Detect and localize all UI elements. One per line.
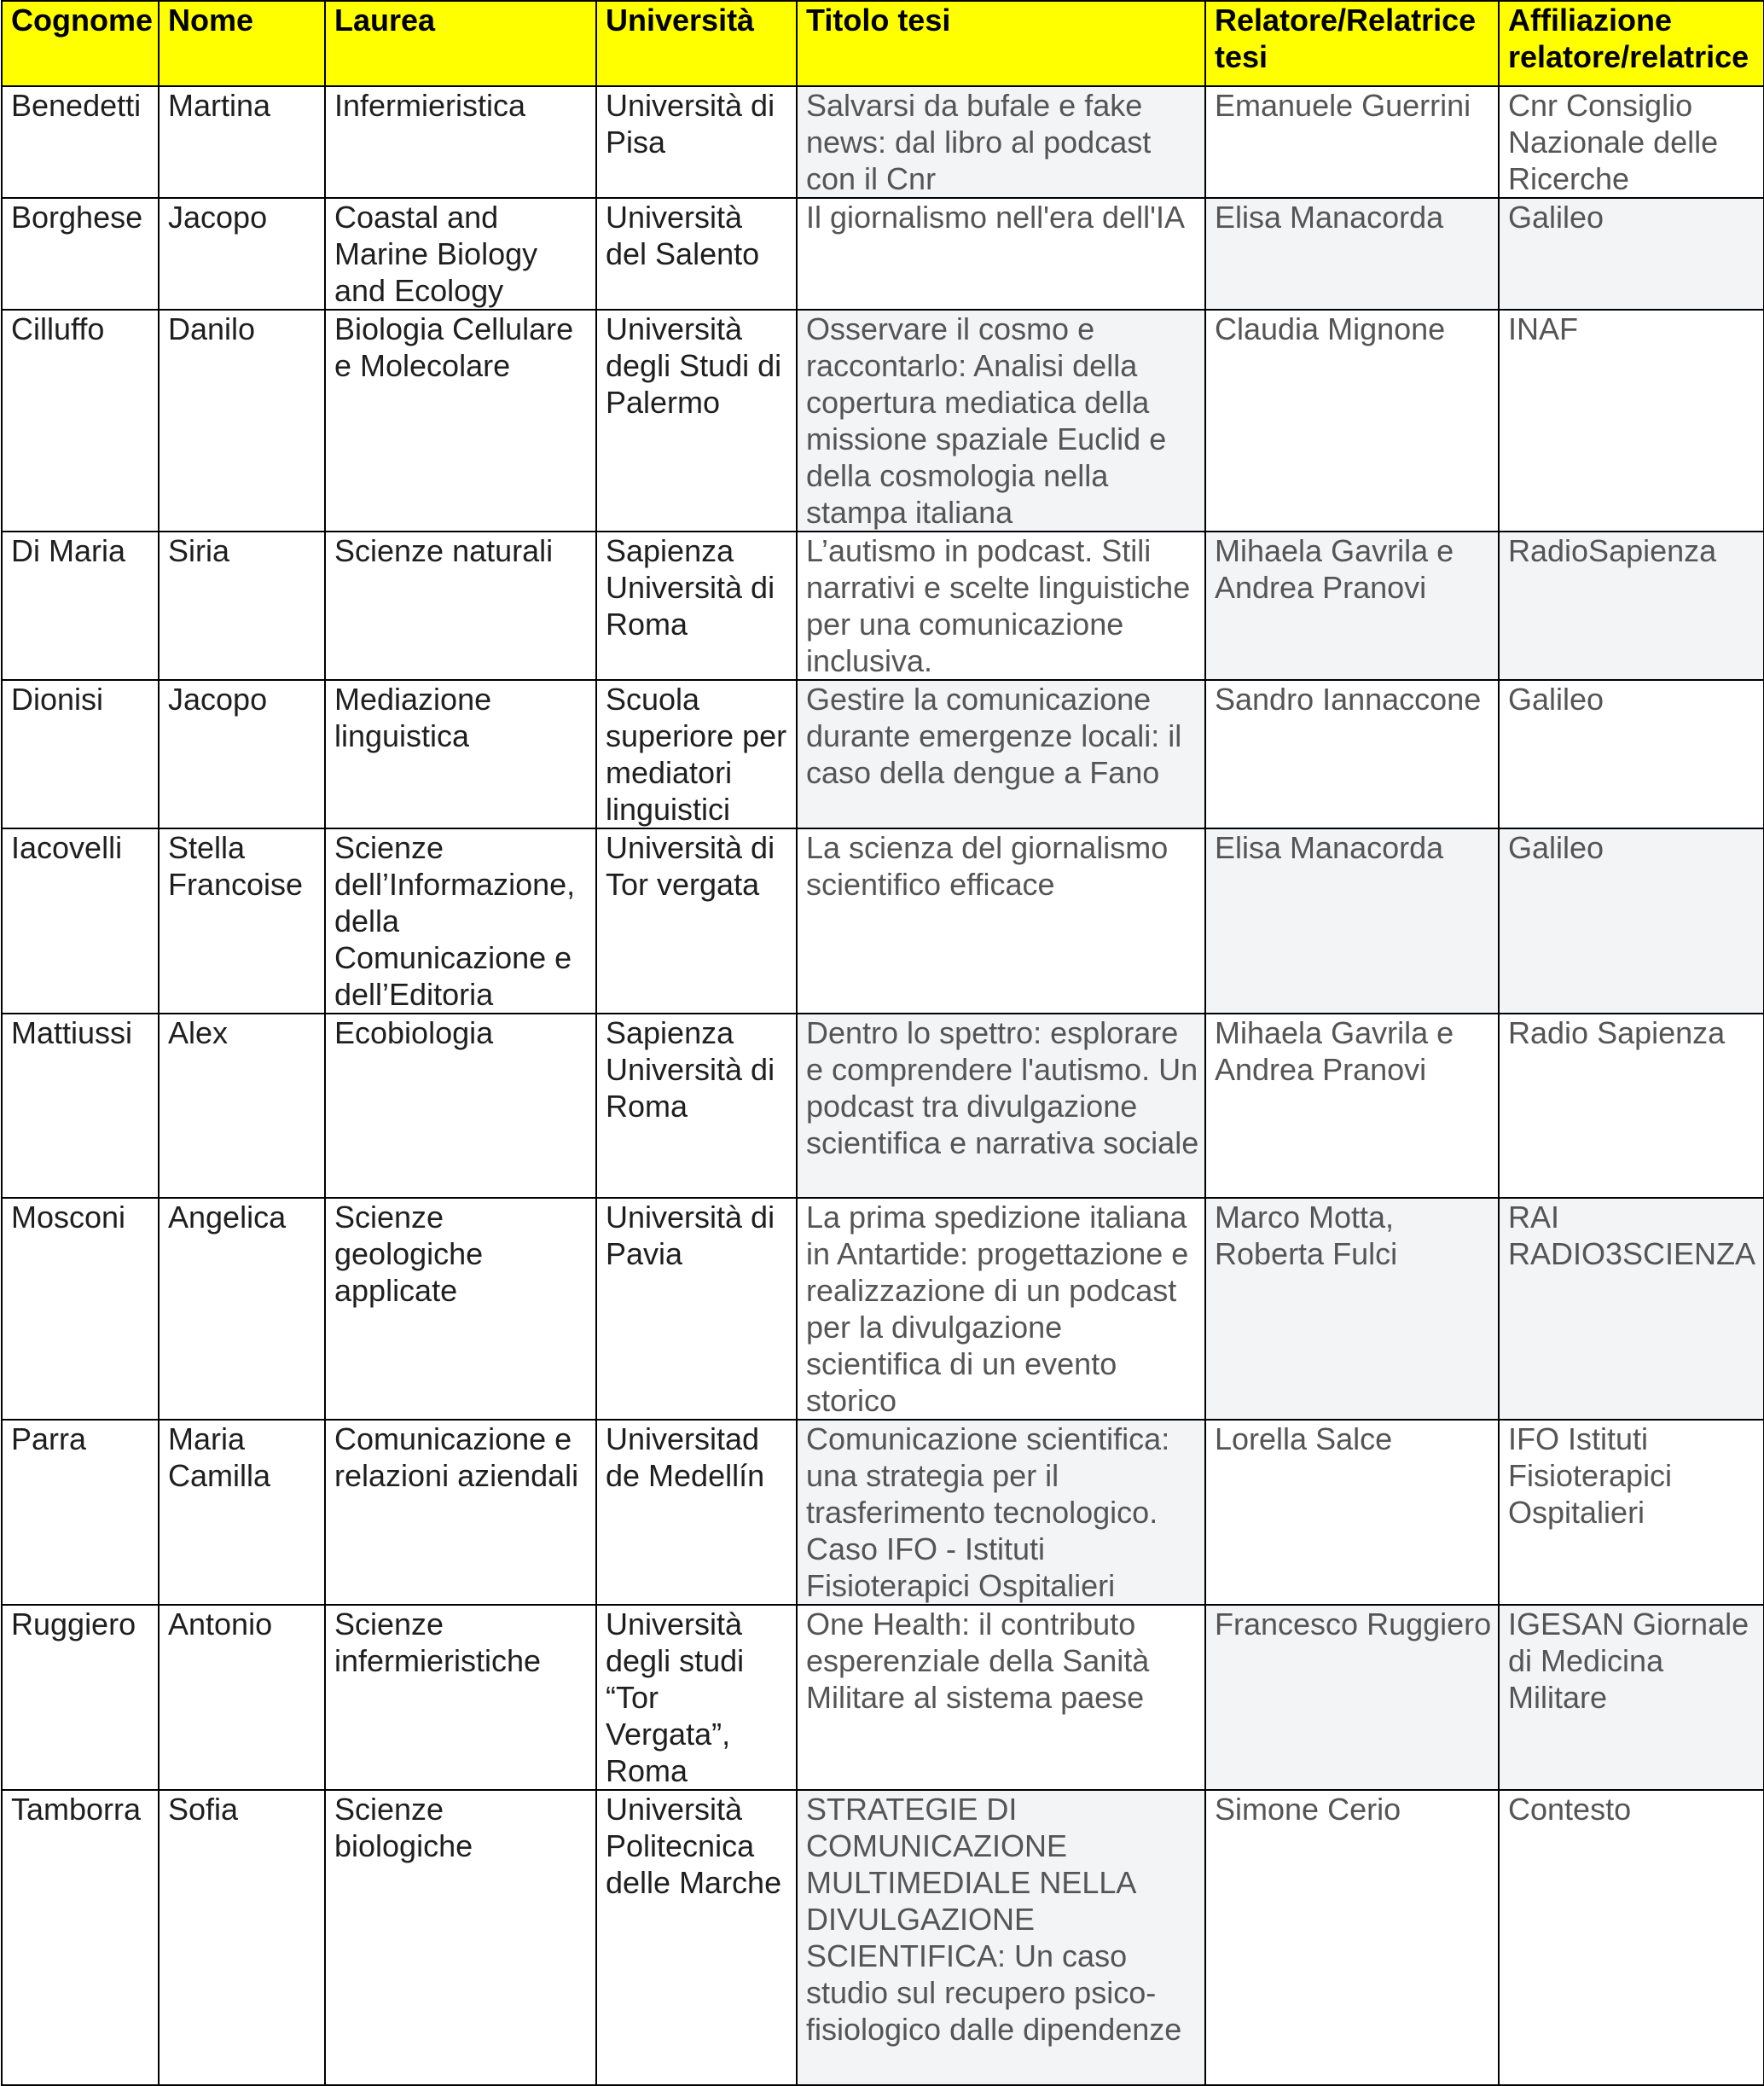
cell-titolo: One Health: il contributo esperenziale della Sanità Militare al sistema paese: [797, 1605, 1205, 1790]
cell-laurea: Scienze infermieristiche: [325, 1605, 596, 1790]
cell-affiliazione: Galileo: [1499, 828, 1764, 1014]
cell-titolo: STRATEGIE DI COMUNICAZIONE MULTIMEDIALE NELLA DIVULGAZIONE SCIENTIFICA: Un caso studio sul recupero psico-fisiologico dalle dipendenze: [797, 1790, 1205, 2085]
cell-laurea: Ecobiologia: [325, 1014, 596, 1198]
cell-titolo: Il giornalismo nell'era dell'IA: [797, 198, 1205, 310]
header-laurea: Laurea: [325, 1, 596, 86]
cell-universita: Universitad de Medellín: [596, 1420, 797, 1605]
header-universita: Università: [596, 1, 797, 86]
cell-nome: Jacopo: [159, 198, 325, 310]
header-nome: Nome: [159, 1, 325, 86]
cell-relatore: Francesco Ruggiero: [1205, 1605, 1499, 1790]
header-relatore: Relatore/Relatrice tesi: [1205, 1, 1499, 86]
cell-relatore: Lorella Salce: [1205, 1420, 1499, 1605]
cell-laurea: Biologia Cellulare e Molecolare: [325, 310, 596, 532]
cell-nome: Siria: [159, 532, 325, 680]
cell-cognome: Di Maria: [2, 532, 159, 680]
cell-affiliazione: Radio Sapienza: [1499, 1014, 1764, 1198]
cell-universita: Scuola superiore per mediatori linguistici: [596, 680, 797, 828]
cell-relatore: Simone Cerio: [1205, 1790, 1499, 2085]
cell-laurea: Coastal and Marine Biology and Ecology: [325, 198, 596, 310]
cell-cognome: Parra: [2, 1420, 159, 1605]
cell-cognome: Benedetti: [2, 86, 159, 198]
cell-nome: Sofia: [159, 1790, 325, 2085]
cell-laurea: Scienze biologiche: [325, 1790, 596, 2085]
cell-nome: Danilo: [159, 310, 325, 532]
cell-laurea: Comunicazione e relazioni aziendali: [325, 1420, 596, 1605]
table-row: [2, 86, 1764, 198]
cell-universita: Università del Salento: [596, 198, 797, 310]
cell-cognome: Dionisi: [2, 680, 159, 828]
cell-titolo: La prima spedizione italiana in Antartide: progettazione e realizzazione di un podcast per la divulgazione scientifica di un evento storico: [797, 1198, 1205, 1420]
thesis-table: [1, 0, 1764, 2086]
header-row: [2, 1, 1764, 86]
table-row: [2, 1014, 1764, 1198]
cell-affiliazione: Cnr Consiglio Nazionale delle Ricerche: [1499, 86, 1764, 198]
cell-titolo: Dentro lo spettro: esplorare e comprendere l'autismo. Un podcast tra divulgazione scientifica e narrativa sociale: [797, 1014, 1205, 1198]
cell-nome: Stella Francoise: [159, 828, 325, 1014]
cell-affiliazione: IFO Istituti Fisioterapici Ospitalieri: [1499, 1420, 1764, 1605]
cell-universita: Università di Pisa: [596, 86, 797, 198]
cell-cognome: Mosconi: [2, 1198, 159, 1420]
table-row: [2, 532, 1764, 680]
cell-relatore: Mihaela Gavrila e Andrea Pranovi: [1205, 532, 1499, 680]
cell-universita: Sapienza Università di Roma: [596, 532, 797, 680]
cell-affiliazione: RadioSapienza: [1499, 532, 1764, 680]
cell-affiliazione: Galileo: [1499, 680, 1764, 828]
cell-relatore: Emanuele Guerrini: [1205, 86, 1499, 198]
header-titolo-tesi: Titolo tesi: [797, 1, 1205, 86]
cell-universita: Università di Pavia: [596, 1198, 797, 1420]
table-row: [2, 1605, 1764, 1790]
cell-relatore: Elisa Manacorda: [1205, 828, 1499, 1014]
table-row: [2, 1198, 1764, 1420]
table-row: [2, 1790, 1764, 2085]
cell-cognome: Mattiussi: [2, 1014, 159, 1198]
header-affiliazione: Affiliazione relatore/relatrice: [1499, 1, 1764, 86]
cell-nome: Maria Camilla: [159, 1420, 325, 1605]
cell-nome: Alex: [159, 1014, 325, 1198]
cell-laurea: Scienze geologiche applicate: [325, 1198, 596, 1420]
cell-affiliazione: Galileo: [1499, 198, 1764, 310]
cell-affiliazione: RAI RADIO3SCIENZA: [1499, 1198, 1764, 1420]
cell-titolo: Gestire la comunicazione durante emergenze locali: il caso della dengue a Fano: [797, 680, 1205, 828]
table-row: [2, 310, 1764, 532]
cell-cognome: Iacovelli: [2, 828, 159, 1014]
cell-titolo: Comunicazione scientifica: una strategia per il trasferimento tecnologico. Caso IFO - Istituti Fisioterapici Ospitalieri: [797, 1420, 1205, 1605]
cell-titolo: Salvarsi da bufale e fake news: dal libro al podcast con il Cnr: [797, 86, 1205, 198]
cell-relatore: Marco Motta, Roberta Fulci: [1205, 1198, 1499, 1420]
cell-cognome: Ruggiero: [2, 1605, 159, 1790]
cell-relatore: Sandro Iannaccone: [1205, 680, 1499, 828]
cell-cognome: Tamborra: [2, 1790, 159, 2085]
cell-relatore: Claudia Mignone: [1205, 310, 1499, 532]
cell-relatore: Mihaela Gavrila e Andrea Pranovi: [1205, 1014, 1499, 1198]
cell-laurea: Scienze naturali: [325, 532, 596, 680]
cell-universita: Università Politecnica delle Marche: [596, 1790, 797, 2085]
cell-nome: Martina: [159, 86, 325, 198]
cell-laurea: Mediazione linguistica: [325, 680, 596, 828]
cell-affiliazione: INAF: [1499, 310, 1764, 532]
cell-titolo: Osservare il cosmo e raccontarlo: Analisi della copertura mediatica della missione spaziale Euclid e della cosmologia nella stampa italiana: [797, 310, 1205, 532]
table-row: [2, 828, 1764, 1014]
table-row: [2, 1420, 1764, 1605]
cell-universita: Università degli Studi di Palermo: [596, 310, 797, 532]
cell-affiliazione: IGESAN Giornale di Medicina Militare: [1499, 1605, 1764, 1790]
cell-universita: Università di Tor vergata: [596, 828, 797, 1014]
cell-titolo: L’autismo in podcast. Stili narrativi e scelte linguistiche per una comunicazione inclusiva.: [797, 532, 1205, 680]
cell-cognome: Borghese: [2, 198, 159, 310]
cell-laurea: Infermieristica: [325, 86, 596, 198]
cell-nome: Antonio: [159, 1605, 325, 1790]
header-cognome: Cognome: [2, 1, 159, 86]
cell-titolo: La scienza del giornalismo scientifico efficace: [797, 828, 1205, 1014]
cell-universita: Sapienza Università di Roma: [596, 1014, 797, 1198]
table-row: [2, 198, 1764, 310]
cell-relatore: Elisa Manacorda: [1205, 198, 1499, 310]
cell-laurea: Scienze dell’Informazione, della Comunicazione e dell’Editoria: [325, 828, 596, 1014]
cell-cognome: Cilluffo: [2, 310, 159, 532]
cell-nome: Angelica: [159, 1198, 325, 1420]
cell-universita: Università degli studi “Tor Vergata”, Roma: [596, 1605, 797, 1790]
cell-affiliazione: Contesto: [1499, 1790, 1764, 2085]
table-row: [2, 680, 1764, 828]
cell-nome: Jacopo: [159, 680, 325, 828]
